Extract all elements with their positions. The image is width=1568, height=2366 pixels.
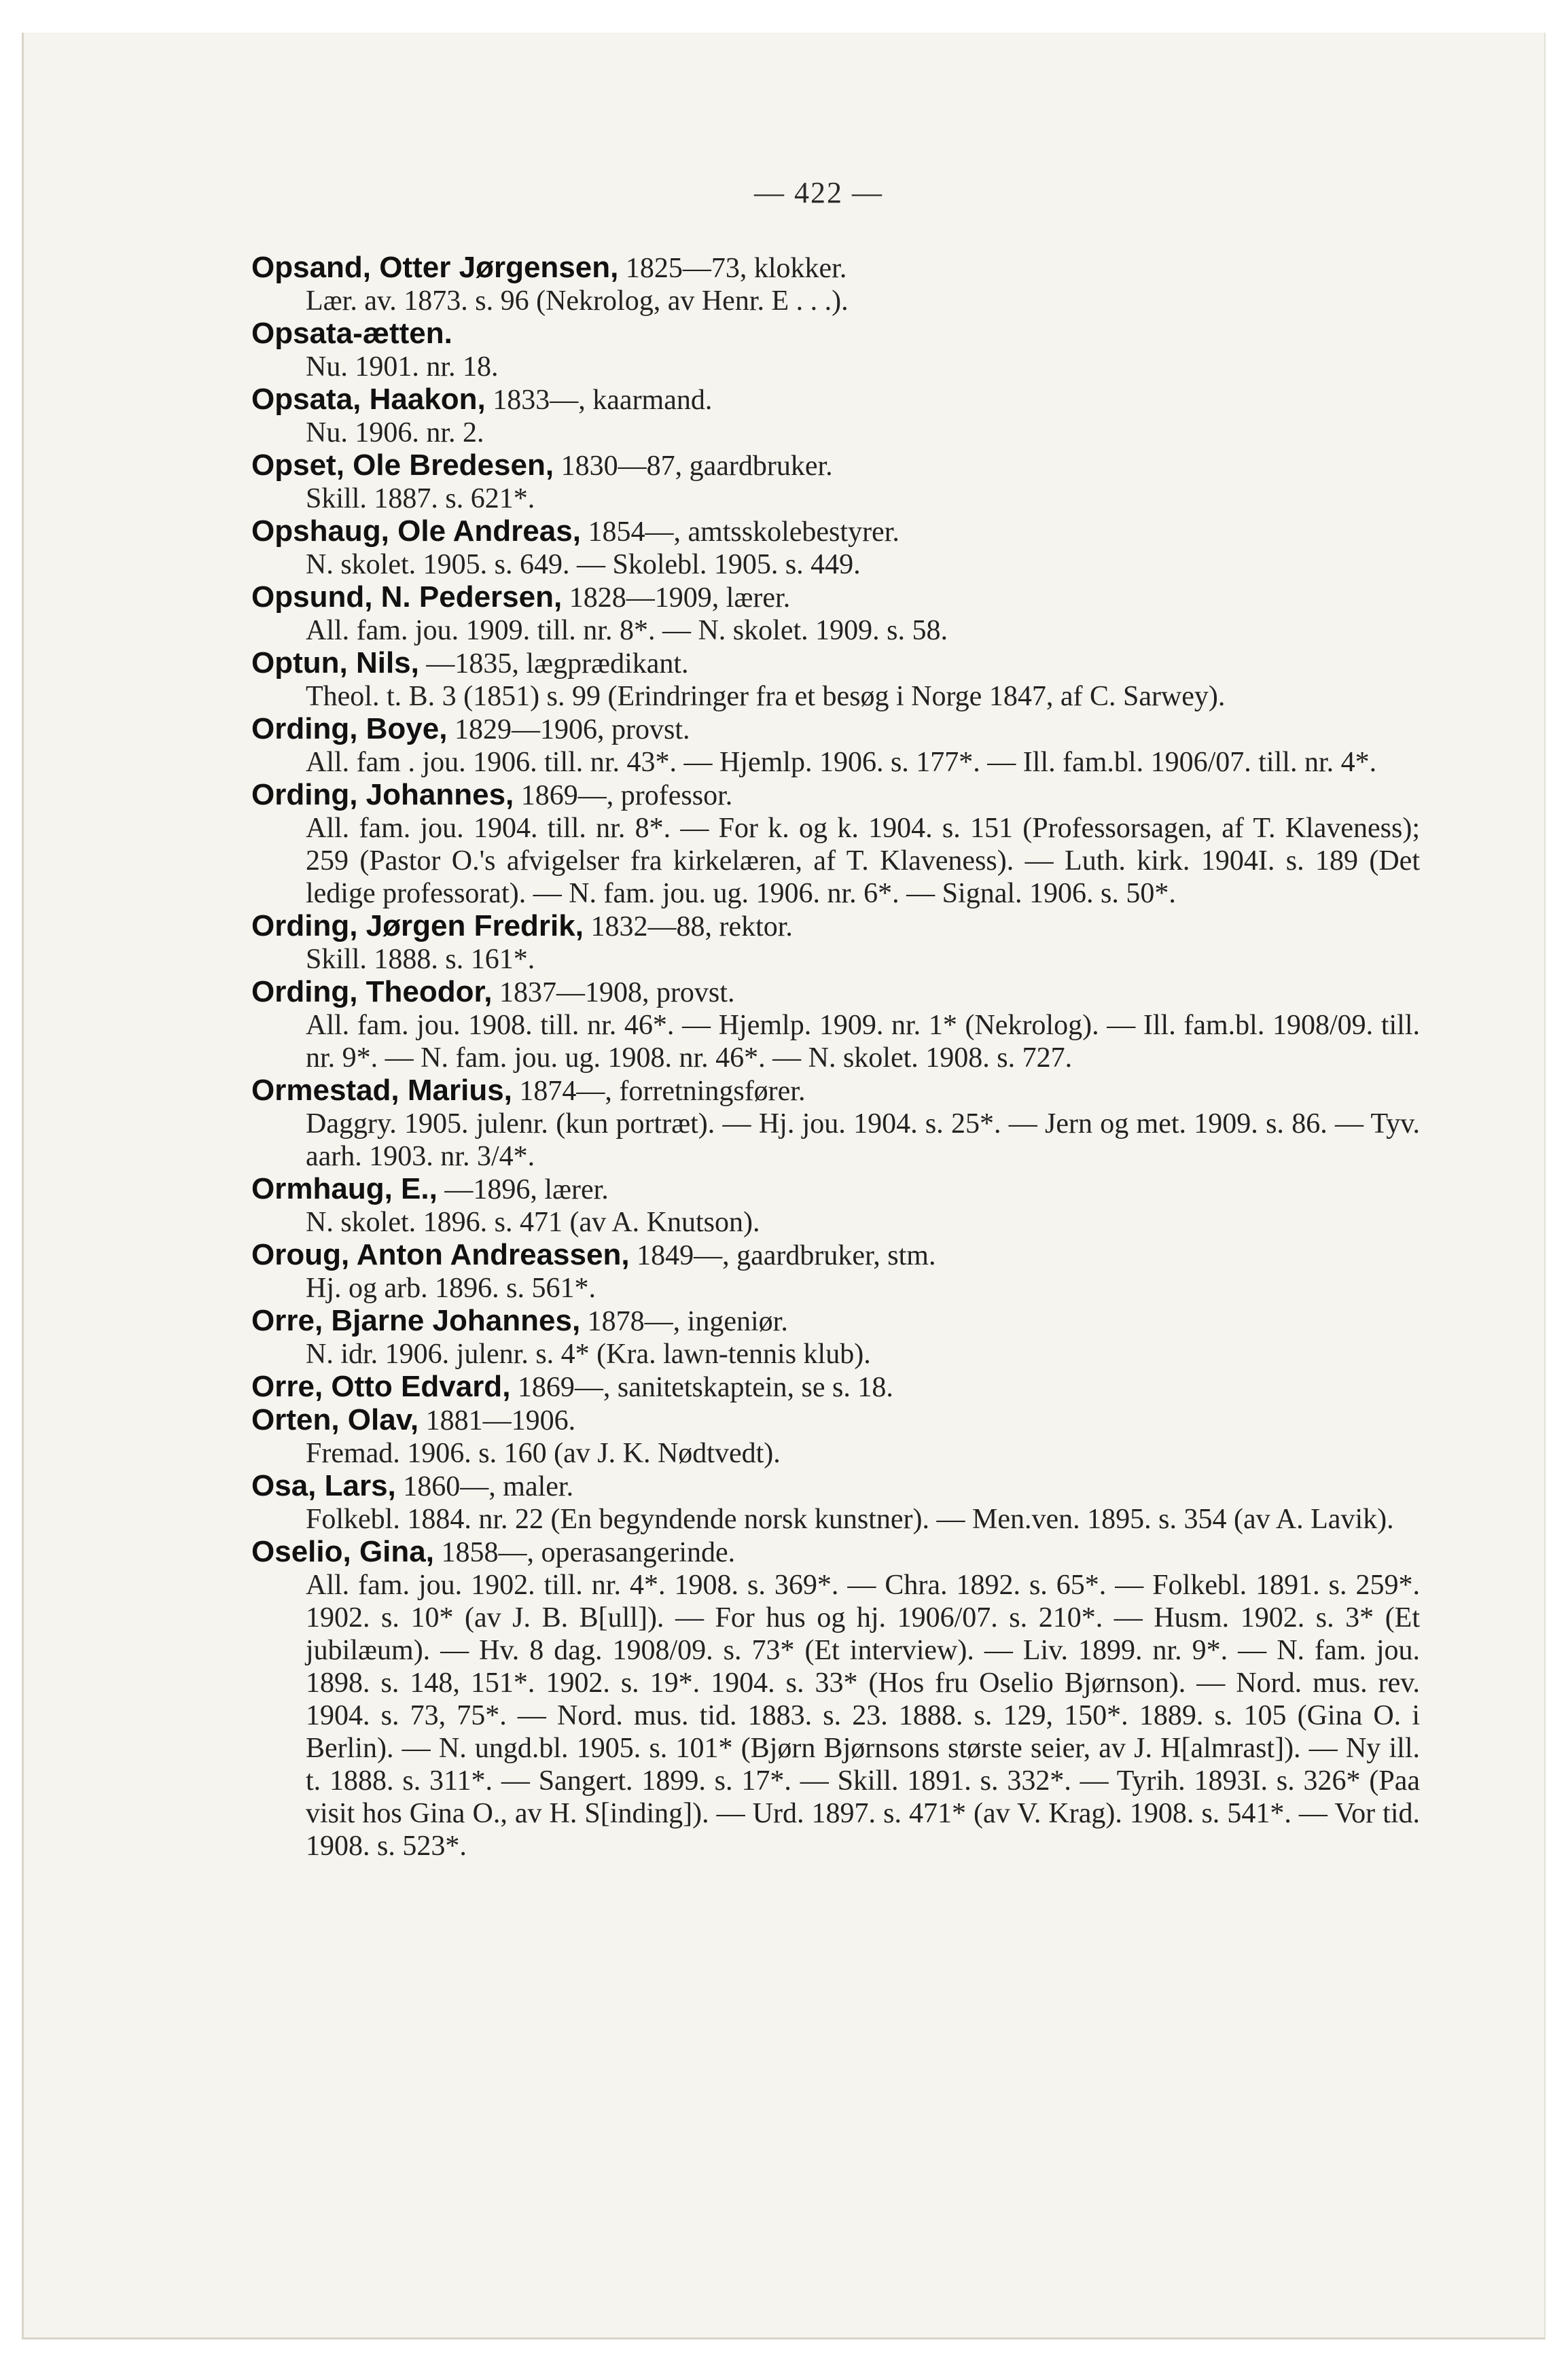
entry-name: Ormhaug, E.,	[251, 1172, 438, 1205]
entry-references: Nu. 1906. nr. 2.	[306, 417, 484, 448]
entry-references: All. fam. jou. 1909. till. nr. 8*. — N. skolet. 1909. s. 58.	[306, 615, 948, 646]
entry-name: Ording, Johannes,	[251, 778, 514, 811]
entry-references: Fremad. 1906. s. 160 (av J. K. Nødtvedt).	[306, 1438, 781, 1469]
entry-heading	[251, 1470, 1420, 1503]
entry	[251, 779, 1420, 910]
entry-name: Opsata, Haakon,	[251, 383, 486, 416]
entry	[251, 910, 1420, 976]
entry-name: Ording, Jørgen Fredrik,	[251, 909, 584, 942]
page-number: — 422 —	[754, 176, 883, 209]
entry-info: 1869—, sanitetskaptein, se s. 18.	[510, 1372, 893, 1403]
entry-heading	[251, 1305, 1420, 1338]
entry-heading	[251, 647, 1420, 680]
entry	[251, 1404, 1420, 1470]
entry-name: Ording, Boye,	[251, 712, 448, 745]
entry-references: All. fam. jou. 1904. till. nr. 8*. — For k. og k. 1904. s. 151 (Professorsagen, af T. Klaveness); 259 (Pastor O.'s afvigelser fra kirkelæren, af T. Klaveness). — Luth. kirk. 1904I. s. 189 (Det ledige professorat). — N. fam. jou. ug. 1906. nr. 6*. — Signal. 1906. s. 50*.	[306, 813, 1420, 909]
entry-name: Opshaug, Ole Andreas,	[251, 514, 581, 548]
entry	[251, 251, 1420, 317]
entry-references: All. fam. jou. 1902. till. nr. 4*. 1908. s. 369*. — Chra. 1892. s. 65*. — Folkebl. 1891. s. 259*. 1902. s. 10* (av J. B. B[ull]). — For hus og hj. 1906/07. s. 210*. — Husm. 1902. s. 3* (Et jubilæum). — Hv. 8 dag. 1908/09. s. 73* (Et interview). — Liv. 1899. nr. 9*. — N. fam. jou. 1898. s. 148, 151*. 1902. s. 19*. 1904. s. 33* (Hos fru Oselio Bjørnson). — Nord. mus. rev. 1904. s. 73, 75*. — Nord. mus. tid. 1883. s. 23. 1888. s. 129, 150*. 1889. s. 105 (Gina O. i Berlin). — N. ungd.bl. 1905. s. 101* (Bjørn Bjørnsons største seier, av J. H[almrast]). — Ny ill. t. 1888. s. 311*. — Sangert. 1899. s. 17*. — Skill. 1891. s. 332*. — Tyrih. 1893I. s. 326* (Paa visit hos Gina O., av H. S[inding]). — Urd. 1897. s. 471* (av V. Krag). 1908. s. 541*. — Vor tid. 1908. s. 523*.	[306, 1570, 1420, 1862]
entry-name: Opsata-ætten.	[251, 317, 452, 350]
entry-name: Ording, Theodor,	[251, 975, 493, 1008]
entry-info: 1860—, maler.	[395, 1471, 574, 1502]
entry-references: All. fam . jou. 1906. till. nr. 43*. — Hjemlp. 1906. s. 177*. — Ill. fam.bl. 1906/07. till. nr. 4*.	[306, 747, 1377, 778]
entry-info: 1858—, operasangerinde.	[433, 1537, 736, 1568]
entry-info: 1832—88, rektor.	[583, 911, 793, 942]
entry-name: Oroug, Anton Andreassen,	[251, 1238, 630, 1271]
entry-info: 1874—, forretningsfører.	[512, 1076, 806, 1107]
entry-info: 1829—1906, provst.	[447, 714, 690, 745]
entry-name: Oselio, Gina,	[251, 1535, 434, 1568]
entry	[251, 1371, 1420, 1404]
entry-name: Ormestad, Marius,	[251, 1074, 512, 1107]
entry-heading	[251, 976, 1420, 1009]
entry-heading	[251, 1371, 1420, 1404]
entry-references: Nu. 1901. nr. 18.	[306, 351, 499, 383]
entry-info: 1878—, ingeniør.	[580, 1306, 788, 1337]
entry-references: N. skolet. 1896. s. 471 (av A. Knutson).	[306, 1207, 760, 1238]
entry-heading	[251, 251, 1420, 285]
entry	[251, 713, 1420, 779]
entry	[251, 383, 1420, 449]
entry-references: All. fam. jou. 1908. till. nr. 46*. — Hjemlp. 1909. nr. 1* (Nekrolog). — Ill. fam.bl. 1908/09. till. nr. 9*. — N. fam. jou. ug. 1908. nr. 46*. — N. skolet. 1908. s. 727.	[306, 1010, 1420, 1074]
entry	[251, 976, 1420, 1074]
entry	[251, 1536, 1420, 1862]
entry-heading	[251, 779, 1420, 812]
entry-info: 1830—87, gaardbruker.	[554, 451, 833, 482]
entry-references: Skill. 1887. s. 621*.	[306, 483, 535, 514]
entry	[251, 1239, 1420, 1305]
entry-references: Lær. av. 1873. s. 96 (Nekrolog, av Henr. E . . .).	[306, 285, 849, 317]
entry-info: 1825—73, klokker.	[618, 253, 847, 284]
entry-name: Orre, Bjarne Johannes,	[251, 1304, 581, 1337]
entry-heading	[251, 515, 1420, 548]
entry-info: —1896, lærer.	[437, 1174, 609, 1205]
entry-name: Opset, Ole Bredesen,	[251, 448, 554, 482]
entry-references: Folkebl. 1884. nr. 22 (En begyndende norsk kunstner). — Men.ven. 1895. s. 354 (av A. Lavik).	[306, 1504, 1394, 1535]
entry	[251, 515, 1420, 581]
entry-info: 1849—, gaardbruker, stm.	[629, 1240, 936, 1271]
entry-references: Hj. og arb. 1896. s. 561*.	[306, 1273, 596, 1304]
entry-info: 1833—, kaarmand.	[485, 385, 713, 416]
entry	[251, 1074, 1420, 1173]
entry-heading	[251, 1173, 1420, 1206]
entry-heading	[251, 317, 1420, 351]
entry-name: Orre, Otto Edvard,	[251, 1370, 511, 1403]
entry	[251, 317, 1420, 383]
entry-references: Theol. t. B. 3 (1851) s. 99 (Erindringer fra et besøg i Norge 1847, af C. Sarwey).	[306, 681, 1226, 712]
entry-name: Optun, Nils,	[251, 646, 419, 679]
entry-references: N. skolet. 1905. s. 649. — Skolebl. 1905. s. 449.	[306, 549, 861, 580]
entry-heading	[251, 449, 1420, 482]
entry-heading	[251, 383, 1420, 417]
entry-info: 1881—1906.	[418, 1405, 576, 1436]
entry-info: 1828—1909, lærer.	[562, 582, 791, 614]
entry	[251, 1305, 1420, 1371]
entry-name: Osa, Lars,	[251, 1469, 396, 1502]
entry-info: 1869—, professor.	[514, 780, 733, 811]
entry-heading	[251, 581, 1420, 614]
entry	[251, 1173, 1420, 1239]
bibliography-list	[251, 251, 1420, 1862]
entry-references: Skill. 1888. s. 161*.	[306, 944, 535, 975]
entry	[251, 449, 1420, 515]
entry-info: 1854—, amtsskolebestyrer.	[580, 516, 899, 548]
entry-heading	[251, 1239, 1420, 1272]
entry-heading	[251, 1536, 1420, 1569]
entry-info: —1835, lægprædikant.	[418, 648, 689, 679]
entry-name: Orten, Olav,	[251, 1403, 419, 1436]
entry	[251, 1470, 1420, 1536]
entry-references: Daggry. 1905. julenr. (kun portræt). — Hj. jou. 1904. s. 25*. — Jern og met. 1909. s. 86. — Tyv. aarh. 1903. nr. 3/4*.	[306, 1108, 1420, 1172]
entry-heading	[251, 1074, 1420, 1108]
entry-heading	[251, 1404, 1420, 1437]
entry-heading	[251, 910, 1420, 943]
entry-name: Opsand, Otter Jørgensen,	[251, 251, 619, 284]
entry-name: Opsund, N. Pedersen,	[251, 580, 563, 614]
entry-heading	[251, 713, 1420, 746]
entry	[251, 647, 1420, 713]
entry	[251, 581, 1420, 647]
entry-info: 1837—1908, provst.	[492, 977, 735, 1008]
entry-references: N. idr. 1906. julenr. s. 4* (Kra. lawn-tennis klub).	[306, 1339, 871, 1370]
